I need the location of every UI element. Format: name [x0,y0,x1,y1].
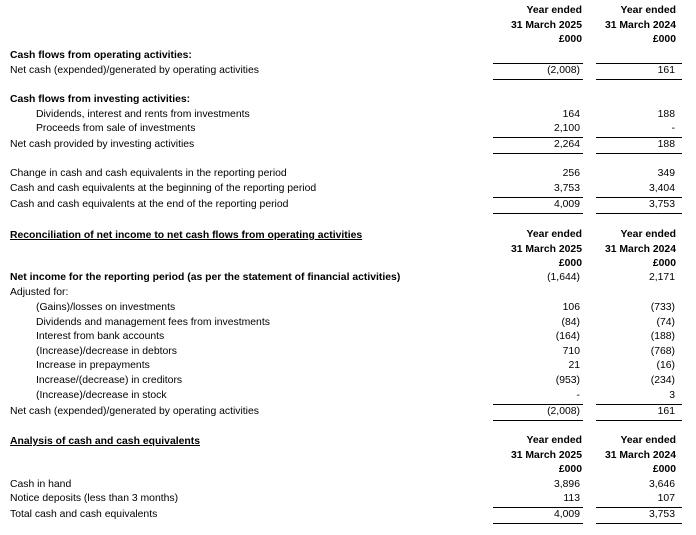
value-prior-year: 188 [657,139,675,150]
row-label: Net income for the reporting period (as per the statement of financial activities) [10,272,401,283]
rule [493,420,583,421]
section-heading-investing [0,93,696,107]
header-line1: Year ended [526,229,582,240]
row-label: Increase/(decrease) in creditors [36,375,183,386]
row-label: Change in cash and cash equivalents in the reporting period [10,168,287,179]
rule [596,523,682,524]
value-prior-year: 3,646 [648,479,675,490]
value-prior-year: (733) [650,302,675,313]
value-current-year: 256 [562,168,580,179]
rule [493,79,583,80]
table-row [0,64,696,78]
value-current-year: (164) [555,331,580,342]
table-row [0,301,696,315]
header-unit: £000 [558,258,582,269]
value-current-year: 4,009 [553,509,580,520]
header-unit: £000 [652,258,676,269]
table-row [0,167,696,181]
value-prior-year: 3 [669,390,675,401]
value-prior-year: 3,753 [648,509,675,520]
header-line1: Year ended [620,435,676,446]
value-prior-year: - [671,123,675,134]
value-prior-year: 2,171 [648,272,675,283]
row-label: Adjusted for: [10,287,69,298]
row-label: Dividends, interest and rents from investments [36,109,250,120]
value-prior-year: (188) [650,331,675,342]
column-header-prior-year [605,228,676,272]
row-label: Cash flows from investing activities: [10,94,191,105]
table-row [0,345,696,359]
value-current-year: 2,100 [553,123,580,134]
row-label: (Increase)/decrease in debtors [36,346,177,357]
value-current-year: 3,753 [553,183,580,194]
table-row [0,138,696,152]
table-row [0,389,696,403]
table-row [0,405,696,419]
value-current-year: (1,644) [547,272,580,283]
column-header-current-year [511,4,582,48]
header-line1: Year ended [620,229,676,240]
value-prior-year: 161 [657,406,675,417]
value-prior-year: 107 [657,493,675,504]
row-label: Net cash (expended)/generated by operating activities [10,65,259,76]
header-unit: £000 [652,464,676,475]
header-line1: Year ended [526,435,582,446]
header-line2: 31 March 2024 [604,449,676,461]
column-header-prior-year [605,4,676,48]
value-prior-year: 161 [657,65,675,76]
value-current-year: - [576,390,580,401]
row-label: Notice deposits (less than 3 months) [10,493,179,504]
header-line2: 31 March 2025 [510,243,582,255]
header-line2: 31 March 2024 [604,243,676,255]
value-prior-year: (234) [650,375,675,386]
table-row [0,182,696,196]
table-row [0,286,696,300]
table-row [0,271,696,285]
value-prior-year: 188 [657,109,675,120]
section-heading-operating [0,49,696,63]
value-prior-year: 3,404 [648,183,675,194]
value-current-year: (953) [555,375,580,386]
row-label: Cash flows from operating activities: [10,50,192,61]
row-label: Reconciliation of net income to net cash flows from operating activities [10,230,363,241]
row-label: Proceeds from sale of investments [36,123,196,134]
value-current-year: 21 [568,360,580,371]
value-current-year: (84) [561,317,580,328]
column-header-current-year [511,228,582,272]
value-prior-year: (768) [650,346,675,357]
value-current-year: 106 [562,302,580,313]
row-label: Interest from bank accounts [36,331,165,342]
value-prior-year: (16) [656,360,675,371]
table-row [0,122,696,136]
rule [596,420,682,421]
header-unit: £000 [652,34,676,45]
row-label: Cash in hand [10,479,72,490]
row-label: Net cash provided by investing activities [10,139,195,150]
header-line1: Year ended [620,5,676,16]
row-label: Net cash (expended)/generated by operating activities [10,406,259,417]
row-label: Increase in prepayments [36,360,150,371]
rule [596,79,682,80]
table-row [0,478,696,492]
value-current-year: 2,264 [553,139,580,150]
row-label: (Increase)/decrease in stock [36,390,167,401]
table-row [0,359,696,373]
row-label: Dividends and management fees from investments [36,317,270,328]
value-current-year: 113 [563,493,580,504]
value-prior-year: 3,753 [648,199,675,210]
value-current-year: 164 [562,109,580,120]
value-current-year: 710 [562,346,580,357]
rule [596,213,682,214]
row-label: (Gains)/losses on investments [36,302,176,313]
row-label: Analysis of cash and cash equivalents [10,436,200,447]
value-current-year: (2,008) [547,65,580,76]
value-current-year: (2,008) [547,406,580,417]
rule [596,153,682,154]
column-header-prior-year [605,434,676,478]
section-heading-reconciliation [0,229,696,243]
rule [493,213,583,214]
header-line2: 31 March 2025 [510,19,582,31]
rule [493,153,583,154]
table-row [0,330,696,344]
table-row [0,492,696,506]
table-row [0,374,696,388]
table-row [0,508,696,522]
header-line2: 31 March 2024 [604,19,676,31]
header-line1: Year ended [526,5,582,16]
value-current-year: 4,009 [553,199,580,210]
section-heading-analysis [0,435,696,449]
value-prior-year: 349 [657,168,675,179]
row-label: Total cash and cash equivalents [10,509,158,520]
table-row [0,108,696,122]
rule [493,523,583,524]
value-current-year: 3,896 [553,479,580,490]
header-unit: £000 [558,34,582,45]
table-row [0,316,696,330]
header-line2: 31 March 2025 [510,449,582,461]
row-label: Cash and cash equivalents at the end of the reporting period [10,199,289,210]
column-header-current-year [511,434,582,478]
table-row [0,198,696,212]
row-label: Cash and cash equivalents at the beginning of the reporting period [10,183,317,194]
value-prior-year: (74) [656,317,675,328]
header-unit: £000 [558,464,582,475]
